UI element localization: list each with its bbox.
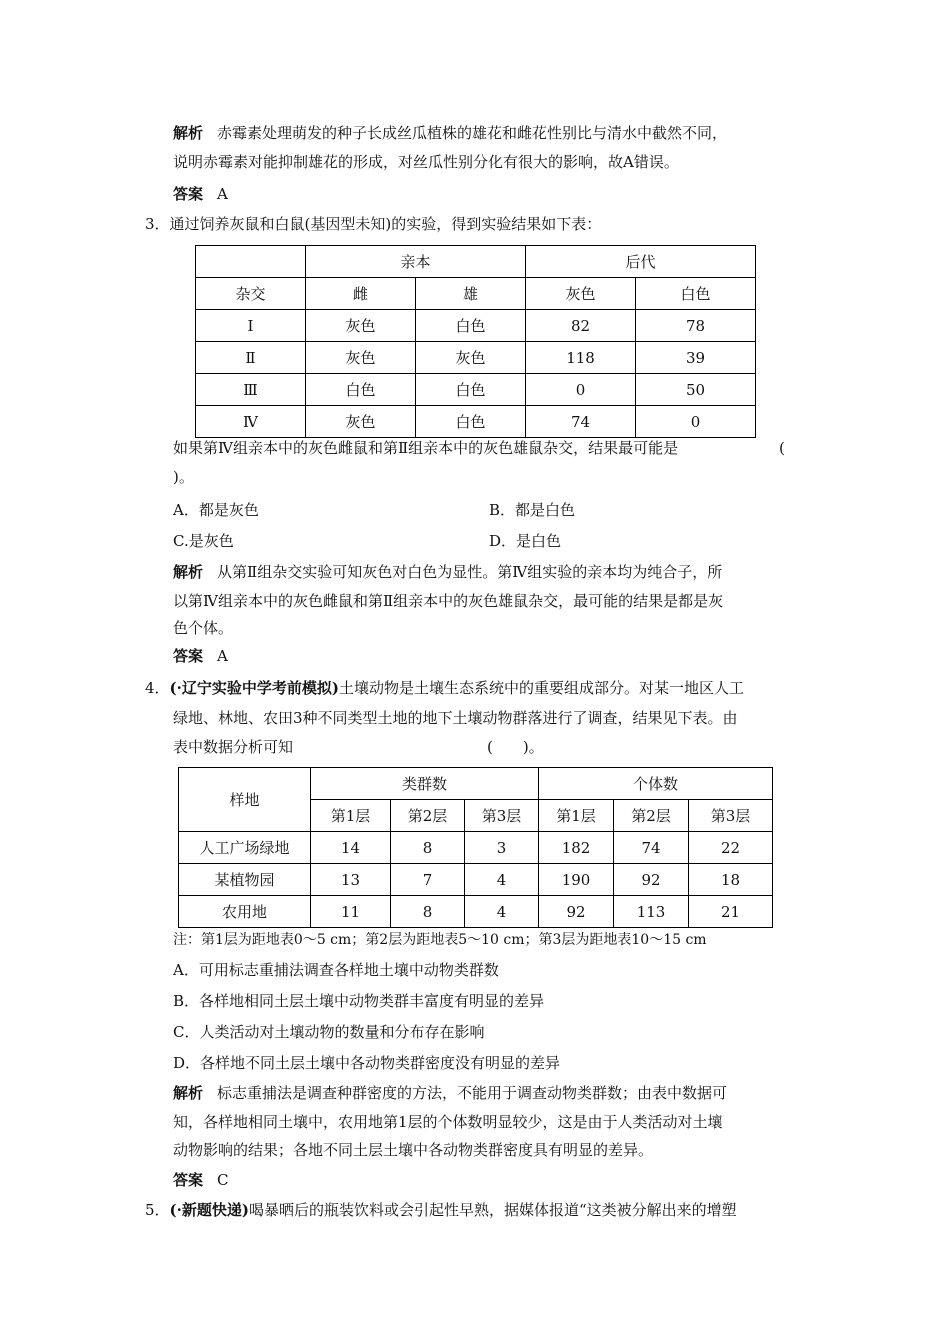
table-cell: Ⅱ [196,342,306,374]
table-cell: 8 [391,896,465,928]
q4-analysis-line1 [173,1083,727,1103]
answer-value: C [217,1171,229,1189]
prev-analysis-line1 [173,123,727,143]
q4-option-c: C．人类活动对土壤动物的数量和分布存在影响 [173,1023,485,1041]
q4-stem-text: 土壤动物是土壤生态系统中的重要组成部分。对某一地区人工 [338,679,744,697]
q4-stem-line1 [145,678,744,698]
table-cell: 39 [636,342,756,374]
table-cell: 灰色 [306,342,416,374]
table-row [196,374,756,406]
q5-source: (·新题快递) [169,1201,249,1219]
table-cell: 白色 [416,406,526,438]
table-row [179,832,773,864]
table-cell: Ⅰ [196,310,306,342]
table-cell: 74 [526,406,636,438]
q3-option-d: D．是白色 [489,532,562,550]
q5-stem-line1 [145,1200,737,1220]
q3-answer [173,646,228,666]
answer-label: 答案 [173,185,204,203]
q4-answer [173,1170,229,1190]
q3-col-cross: 杂交 [196,278,306,310]
table-cell: 118 [526,342,636,374]
q4-option-b: B．各样地相同土层土壤中动物类群丰富度有明显的差异 [173,992,545,1010]
q4-col-site: 样地 [179,768,311,832]
q4-option-d: D．各样地不同土层土壤中各动物类群密度没有明显的差异 [173,1054,561,1072]
q3-question-line2: )。 [173,468,194,486]
table-cell: 11 [311,896,391,928]
q3-analysis-line2: 以第Ⅳ组亲本中的灰色雌鼠和第Ⅱ组亲本中的灰色雄鼠杂交，最可能的结果是都是灰 [173,592,724,610]
q5-number: 5． [145,1201,170,1219]
answer-label: 答案 [173,1171,204,1189]
q4-source: (·辽宁实验中学考前模拟) [169,679,339,697]
q4-stem-line2: 绿地、林地、农田3种不同类型土地的地下土壤动物群落进行了调查，结果见下表。由 [173,709,738,727]
q4-analysis-line3: 动物影响的结果；各地不同土层土壤中各动物类群密度具有明显的差异。 [173,1141,654,1159]
analysis-text: 从第Ⅱ组杂交实验可知灰色对白色为显性。第Ⅳ组实验的亲本均为纯合子，所 [217,563,723,581]
q4-stem-line3: 表中数据分析可知 [173,738,294,756]
q3-col-white: 白色 [636,278,756,310]
table-cell: 某植物园 [179,864,311,896]
analysis-text: 标志重捕法是调查种群密度的方法，不能用于调查动物类群数；由表中数据可 [217,1084,728,1102]
analysis-text: 赤霉素处理萌发的种子长成丝瓜植株的雄花和雌花性别比与清水中截然不同， [217,124,728,142]
q3-stem [145,214,601,234]
table-cell: 8 [391,832,465,864]
q3-option-c: C.是灰色 [173,532,234,550]
prev-answer [173,184,228,204]
q4-layer-header: 第2层 [391,800,465,832]
q4-table [178,767,773,928]
q3-table [195,245,756,438]
table-cell: Ⅲ [196,374,306,406]
table-cell: 92 [539,896,614,928]
table-cell: 白色 [306,374,416,406]
q3-cell-empty [196,246,306,278]
table-cell: 灰色 [306,310,416,342]
table-cell: 农用地 [179,896,311,928]
table-cell: 22 [689,832,773,864]
table-cell: 74 [614,832,689,864]
table-cell: 50 [636,374,756,406]
table-cell: 4 [465,896,539,928]
analysis-label: 解析 [173,124,204,142]
prev-analysis-line2: 说明赤霉素对能抑制雄花的形成，对丝瓜性别分化有很大的影响，故A错误。 [173,153,679,171]
q3-col-gray: 灰色 [526,278,636,310]
q3-number: 3． [145,215,170,233]
table-cell: 18 [689,864,773,896]
q4-header-groups: 类群数 [311,768,539,800]
q4-number: 4． [145,679,170,697]
q4-option-a: A．可用标志重捕法调查各样地土壤中动物类群数 [173,961,499,979]
answer-value: A [217,185,228,203]
analysis-label: 解析 [173,1084,204,1102]
q3-header-parent: 亲本 [306,246,526,278]
q3-header-offspring: 后代 [526,246,756,278]
table-cell: 7 [391,864,465,896]
table-cell: 21 [689,896,773,928]
table-cell: 3 [465,832,539,864]
table-cell: 灰色 [416,342,526,374]
q3-analysis-line1 [173,562,722,582]
q4-note: 注：第1层为距地表0～5 cm；第2层为距地表5～10 cm；第3层为距地表10～15 cm [173,932,707,948]
table-cell: 白色 [416,310,526,342]
table-cell: 182 [539,832,614,864]
q4-layer-header: 第1层 [311,800,391,832]
table-cell: 0 [526,374,636,406]
q3-col-female: 雌 [306,278,416,310]
q4-layer-header: 第1层 [539,800,614,832]
q4-layer-header: 第3层 [689,800,773,832]
table-cell: 14 [311,832,391,864]
q5-stem-text: 喝暴晒后的瓶装饮料或会引起性早熟，据媒体报道“这类被分解出来的增塑 [248,1201,737,1219]
table-cell: 78 [636,310,756,342]
table-row [196,406,756,438]
table-cell: 白色 [416,374,526,406]
table-row [179,896,773,928]
table-cell: Ⅳ [196,406,306,438]
analysis-label: 解析 [173,563,204,581]
q3-analysis-line3: 色个体。 [173,619,234,637]
q3-col-male: 雄 [416,278,526,310]
q3-option-a: A．都是灰色 [173,501,259,519]
table-cell: 0 [636,406,756,438]
table-row [196,310,756,342]
table-cell: 92 [614,864,689,896]
q4-analysis-line2: 知，各样地相同土壤中，农用地第1层的个体数明显较少，这是由于人类活动对土壤 [173,1113,723,1131]
q4-layer-header: 第2层 [614,800,689,832]
table-cell: 190 [539,864,614,896]
table-cell: 灰色 [306,406,416,438]
q3-stem-text: 通过饲养灰鼠和白鼠(基因型未知)的实验，得到实验结果如下表： [169,215,602,233]
q3-question-line1: 如果第Ⅳ组亲本中的灰色雌鼠和第Ⅱ组亲本中的灰色雄鼠杂交，结果最可能是 [173,439,679,457]
table-cell: 113 [614,896,689,928]
q3-paren-open: ( [779,439,785,457]
q4-header-individuals: 个体数 [539,768,773,800]
q3-option-b: B．都是白色 [489,501,576,519]
table-row [179,864,773,896]
table-cell: 4 [465,864,539,896]
table-cell: 82 [526,310,636,342]
table-row [196,342,756,374]
answer-value: A [217,647,228,665]
table-cell: 人工广场绿地 [179,832,311,864]
table-cell: 13 [311,864,391,896]
q4-stem-paren: ( )。 [487,738,544,756]
q4-layer-header: 第3层 [465,800,539,832]
answer-label: 答案 [173,647,204,665]
